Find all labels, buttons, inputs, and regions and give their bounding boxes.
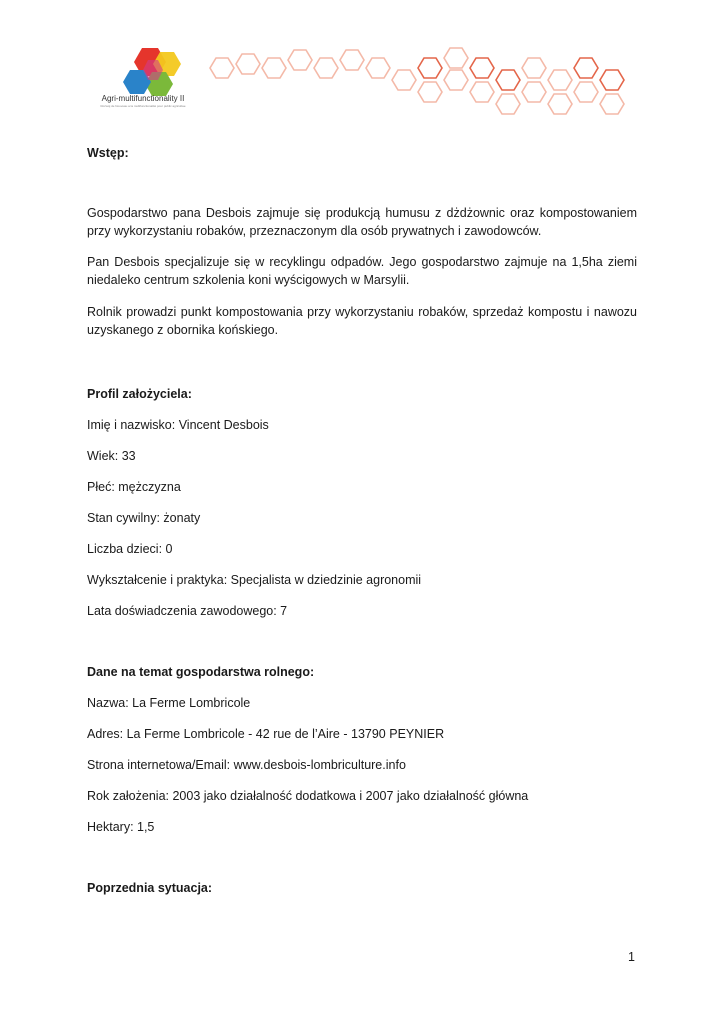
section-heading-intro: Wstęp:	[87, 146, 129, 160]
hexagon	[522, 82, 546, 102]
founder-line: Liczba dzieci: 0	[87, 542, 173, 556]
intro-paragraph: Pan Desbois specjalizuje się w recyklingu odpadów. Jego gospodarstwo zajmuje na 1,5ha ziemi niedaleko centrum szkolenia koni wyścigowych w Marsylii.	[87, 255, 637, 287]
hexagon	[470, 82, 494, 102]
founder-line: Płeć: mężczyzna	[87, 480, 181, 494]
hexagon	[444, 48, 468, 68]
section-heading-farm: Dane na temat gospodarstwa rolnego:	[87, 665, 315, 679]
farm-line: Rok założenia: 2003 jako działalność dodatkowa i 2007 jako działalność główna	[87, 789, 529, 803]
hexagon	[236, 54, 260, 74]
hexagon	[574, 58, 598, 78]
hexagon	[210, 58, 234, 78]
founder-line: Wykształcenie i praktyka: Specjalista w dziedzinie agronomii	[87, 573, 422, 587]
founder-line: Imię i nazwisko: Vincent Desbois	[87, 418, 269, 432]
intro-paragraph: Gospodarstwo pana Desbois zajmuje się produkcją humusu z dżdżownic oraz kompostowaniem przy wykorzystaniu robaków, przeznaczonym dla osób prywatnych i zawodowców.	[87, 206, 637, 238]
page-header	[0, 0, 724, 130]
hexagon	[496, 70, 520, 90]
page-number: 1	[628, 950, 635, 964]
farm-line: Strona internetowa/Email: www.desbois-lombriculture.info	[87, 758, 406, 772]
hexagon	[600, 94, 624, 114]
founder-line: Stan cywilny: żonaty	[87, 511, 201, 525]
section-heading-founder: Profil założyciela:	[87, 387, 192, 401]
hexagon	[418, 82, 442, 102]
hexagon	[496, 94, 520, 114]
hexagon	[600, 70, 624, 90]
hexagon	[548, 94, 572, 114]
hexagon-pattern-decoration	[200, 40, 640, 122]
farm-line: Hektary: 1,5	[87, 820, 155, 834]
farm-line: Adres: La Ferme Lombricole - 42 rue de l’Aire - 13790 PEYNIER	[87, 727, 445, 741]
agri-multifunctionality-logo	[112, 46, 212, 126]
logo-title: Agri-multifunctionality II	[101, 94, 185, 103]
hexagon	[470, 58, 494, 78]
hexagon	[574, 82, 598, 102]
hexagon	[418, 58, 442, 78]
hexagon	[366, 58, 390, 78]
hexagon	[444, 70, 468, 90]
hexagon	[288, 50, 312, 70]
hexagon	[392, 70, 416, 90]
hexagon	[340, 50, 364, 70]
founder-line: Wiek: 33	[87, 449, 136, 463]
logo-subtitle: Rozwój de Nouveau a la multifunctionalité pour public agricultae	[100, 104, 186, 108]
hexagon	[548, 70, 572, 90]
section-heading-previous: Poprzednia sytuacja:	[87, 881, 213, 895]
intro-paragraph: Rolnik prowadzi punkt kompostowania przy wykorzystaniu robaków, sprzedaż kompostu i nawozu uzyskanego z obornika końskiego.	[87, 305, 637, 337]
hexagon	[314, 58, 338, 78]
founder-line: Lata doświadczenia zawodowego: 7	[87, 604, 288, 618]
farm-line: Nazwa: La Ferme Lombricole	[87, 696, 251, 710]
hexagon	[522, 58, 546, 78]
hexagon	[262, 58, 286, 78]
